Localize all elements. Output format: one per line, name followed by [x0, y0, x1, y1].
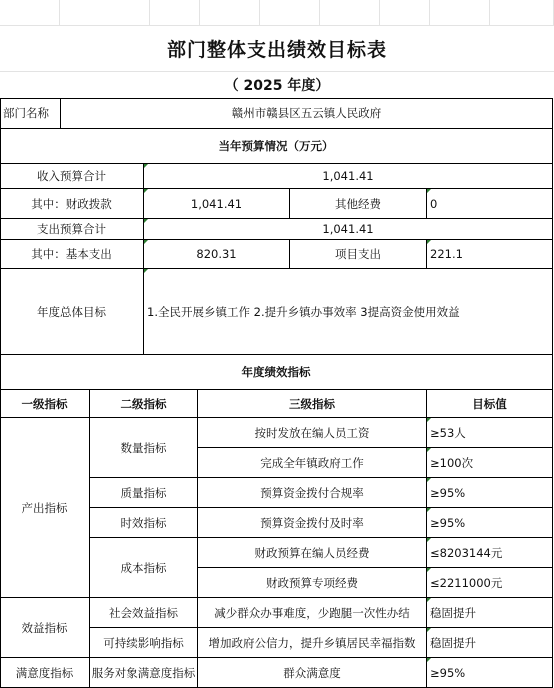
target-cell: ≤8203144元 [427, 538, 553, 568]
goal-value: 1.全民开展乡镇工作 2.提升乡镇办事效率 3提高资金使用效益 [144, 269, 553, 355]
level3-cell: 财政预算在编人员经费 [198, 538, 427, 568]
target-cell: ≥95% [427, 508, 553, 538]
level2-sustainable: 可持续影响指标 [90, 628, 198, 658]
target-cell: 稳固提升 [427, 598, 553, 628]
expense-total-label: 支出预算合计 [0, 219, 144, 240]
income-total-value: 1,041.41 [144, 164, 553, 189]
budget-header: 当年预算情况（万元） [0, 129, 553, 164]
other-label: 其他经费 [290, 189, 427, 219]
level1-output: 产出指标 [0, 418, 90, 598]
basic-value: 820.31 [144, 240, 290, 269]
level1-benefit: 效益指标 [0, 598, 90, 658]
level3-cell: 完成全年镇政府工作 [198, 448, 427, 478]
level3-cell: 预算资金拨付合规率 [198, 478, 427, 508]
sheet-gridlines [0, 0, 554, 26]
level1-satisfaction: 满意度指标 [0, 658, 90, 688]
col-level3: 三级指标 [198, 390, 427, 418]
expense-total-value: 1,041.41 [144, 219, 553, 240]
level3-cell: 预算资金拨付及时率 [198, 508, 427, 538]
target-cell: ≥100次 [427, 448, 553, 478]
goal-label: 年度总体目标 [0, 269, 144, 355]
year-subtitle: （ 2025 年度） [224, 78, 330, 94]
level3-cell: 按时发放在编人员工资 [198, 418, 427, 448]
level3-cell: 群众满意度 [198, 658, 427, 688]
level2-cost: 成本指标 [90, 538, 198, 598]
level2-social: 社会效益指标 [90, 598, 198, 628]
fiscal-value: 1,041.41 [144, 189, 290, 219]
income-total-label: 收入预算合计 [0, 164, 144, 189]
project-label: 项目支出 [290, 240, 427, 269]
level3-cell: 减少群众办事难度，少跑腿一次性办结 [198, 598, 427, 628]
col-level1: 一级指标 [0, 390, 90, 418]
page-title: 部门整体支出绩效目标表 [0, 26, 554, 72]
perf-header: 年度绩效指标 [0, 355, 553, 390]
dept-value: 赣州市赣县区五云镇人民政府 [61, 98, 553, 129]
level3-cell: 财政预算专项经费 [198, 568, 427, 598]
target-cell: ≤2211000元 [427, 568, 553, 598]
target-cell: ≥95% [427, 658, 553, 688]
level2-timeliness: 时效指标 [90, 508, 198, 538]
fiscal-label: 其中：财政拨款 [0, 189, 144, 219]
level2-service-satisfaction: 服务对象满意度指标 [90, 658, 198, 688]
other-value: 0 [427, 189, 553, 219]
col-target: 目标值 [427, 390, 553, 418]
target-cell: ≥53人 [427, 418, 553, 448]
level2-quantity: 数量指标 [90, 418, 198, 478]
dept-label: 部门名称 [0, 98, 61, 129]
level3-cell: 增加政府公信力，提升乡镇居民幸福指数 [198, 628, 427, 658]
col-level2: 二级指标 [90, 390, 198, 418]
project-value: 221.1 [427, 240, 553, 269]
level2-quality: 质量指标 [90, 478, 198, 508]
target-cell: ≥95% [427, 478, 553, 508]
target-cell: 稳固提升 [427, 628, 553, 658]
basic-label: 其中：基本支出 [0, 240, 144, 269]
